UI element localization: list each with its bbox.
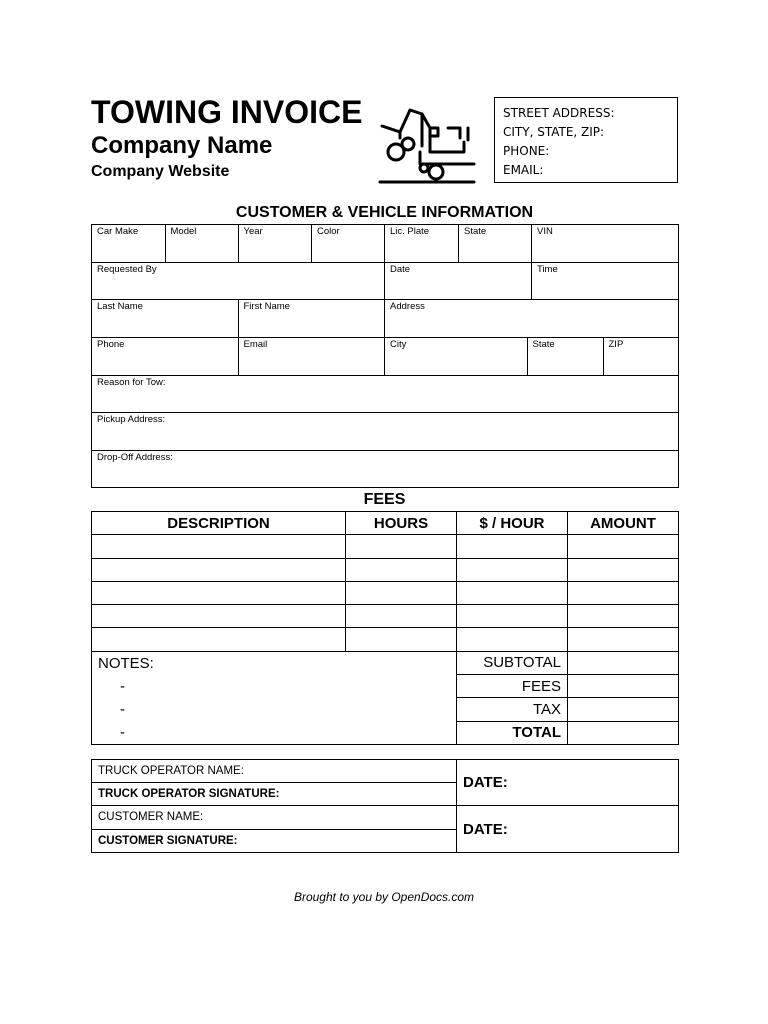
rate-cell[interactable]: [457, 628, 568, 651]
year-field[interactable]: Year: [238, 225, 312, 263]
rate-cell[interactable]: [457, 535, 568, 558]
fee-row: [92, 558, 679, 581]
amount-cell[interactable]: [568, 628, 679, 651]
amount-cell[interactable]: [568, 535, 679, 558]
email-label: EMAIL:: [503, 163, 544, 177]
operator-date-field[interactable]: DATE:: [457, 760, 679, 806]
hours-header: HOURS: [346, 512, 457, 535]
note-line[interactable]: -: [92, 675, 457, 698]
rate-cell[interactable]: [457, 558, 568, 581]
company-website: Company Website: [91, 163, 230, 180]
company-name: Company Name: [91, 132, 273, 159]
hours-cell[interactable]: [346, 558, 457, 581]
notes-label: NOTES:: [92, 651, 457, 674]
fee-row: [92, 628, 679, 651]
model-field[interactable]: Model: [165, 225, 238, 263]
description-header: DESCRIPTION: [92, 512, 346, 535]
zip-field[interactable]: ZIP: [608, 338, 624, 350]
tow-truck-icon: [378, 106, 476, 186]
customer-vehicle-table: [91, 224, 679, 488]
city-state-zip-row: [385, 337, 679, 375]
date-field[interactable]: Date: [385, 262, 532, 300]
fee-row: [92, 605, 679, 628]
note-line[interactable]: -: [92, 721, 457, 744]
subtotal-value[interactable]: [568, 651, 679, 674]
description-cell[interactable]: [92, 605, 346, 628]
truck-operator-name-field[interactable]: TRUCK OPERATOR NAME:: [92, 760, 457, 783]
rate-cell[interactable]: [457, 605, 568, 628]
dropoff-address-field[interactable]: Drop-Off Address:: [92, 450, 679, 488]
truck-operator-signature-field[interactable]: TRUCK OPERATOR SIGNATURE:: [92, 783, 457, 806]
amount-cell[interactable]: [568, 558, 679, 581]
fee-row: [92, 581, 679, 604]
rate-cell[interactable]: [457, 581, 568, 604]
vin-field[interactable]: VIN: [532, 225, 679, 263]
customer-section-title: CUSTOMER & VEHICLE INFORMATION: [235, 204, 534, 221]
total-label: TOTAL: [457, 721, 568, 744]
lic-plate-field[interactable]: Lic. Plate: [385, 225, 459, 263]
last-name-field[interactable]: Last Name: [92, 300, 239, 338]
email-field[interactable]: Email: [238, 337, 385, 375]
description-cell[interactable]: [92, 558, 346, 581]
signature-table: [91, 759, 679, 853]
street-address-label: STREET ADDRESS:: [503, 106, 615, 120]
city-state-zip-label: CITY, STATE, ZIP:: [503, 125, 605, 139]
hours-cell[interactable]: [346, 581, 457, 604]
hours-cell[interactable]: [346, 628, 457, 651]
city-field[interactable]: City: [385, 338, 527, 375]
phone-label: PHONE:: [503, 144, 550, 158]
amount-cell[interactable]: [568, 605, 679, 628]
note-line[interactable]: -: [92, 698, 457, 721]
fee-row: [92, 535, 679, 558]
address-field[interactable]: Address: [385, 300, 679, 338]
state2-field[interactable]: State: [527, 338, 603, 375]
fees-label: FEES: [457, 675, 568, 698]
tax-value[interactable]: [568, 698, 679, 721]
fees-value[interactable]: [568, 675, 679, 698]
requested-by-field[interactable]: Requested By: [92, 262, 385, 300]
car-make-field[interactable]: Car Make: [92, 225, 166, 263]
hours-cell[interactable]: [346, 605, 457, 628]
invoice-title: TOWING INVOICE: [91, 94, 363, 130]
amount-header: AMOUNT: [568, 512, 679, 535]
subtotal-label: SUBTOTAL: [457, 651, 568, 674]
total-value[interactable]: [568, 721, 679, 744]
customer-date-field[interactable]: DATE:: [457, 806, 679, 852]
description-cell[interactable]: [92, 535, 346, 558]
customer-signature-field[interactable]: CUSTOMER SIGNATURE:: [92, 829, 457, 852]
time-field[interactable]: Time: [532, 262, 679, 300]
first-name-field[interactable]: First Name: [238, 300, 385, 338]
pickup-address-field[interactable]: Pickup Address:: [92, 413, 679, 451]
footer-credit: Brought to you by OpenDocs.com: [293, 890, 475, 904]
contact-box: [494, 97, 678, 183]
fees-table: [91, 511, 679, 745]
state-field[interactable]: State: [459, 225, 532, 263]
color-field[interactable]: Color: [312, 225, 385, 263]
rate-header: $ / HOUR: [457, 512, 568, 535]
amount-cell[interactable]: [568, 581, 679, 604]
customer-name-field[interactable]: CUSTOMER NAME:: [92, 806, 457, 829]
description-cell[interactable]: [92, 581, 346, 604]
reason-field[interactable]: Reason for Tow:: [92, 375, 679, 413]
phone-field[interactable]: Phone: [92, 337, 239, 375]
tax-label: TAX: [457, 698, 568, 721]
fees-title: FEES: [363, 491, 406, 508]
hours-cell[interactable]: [346, 535, 457, 558]
description-cell[interactable]: [92, 628, 346, 651]
